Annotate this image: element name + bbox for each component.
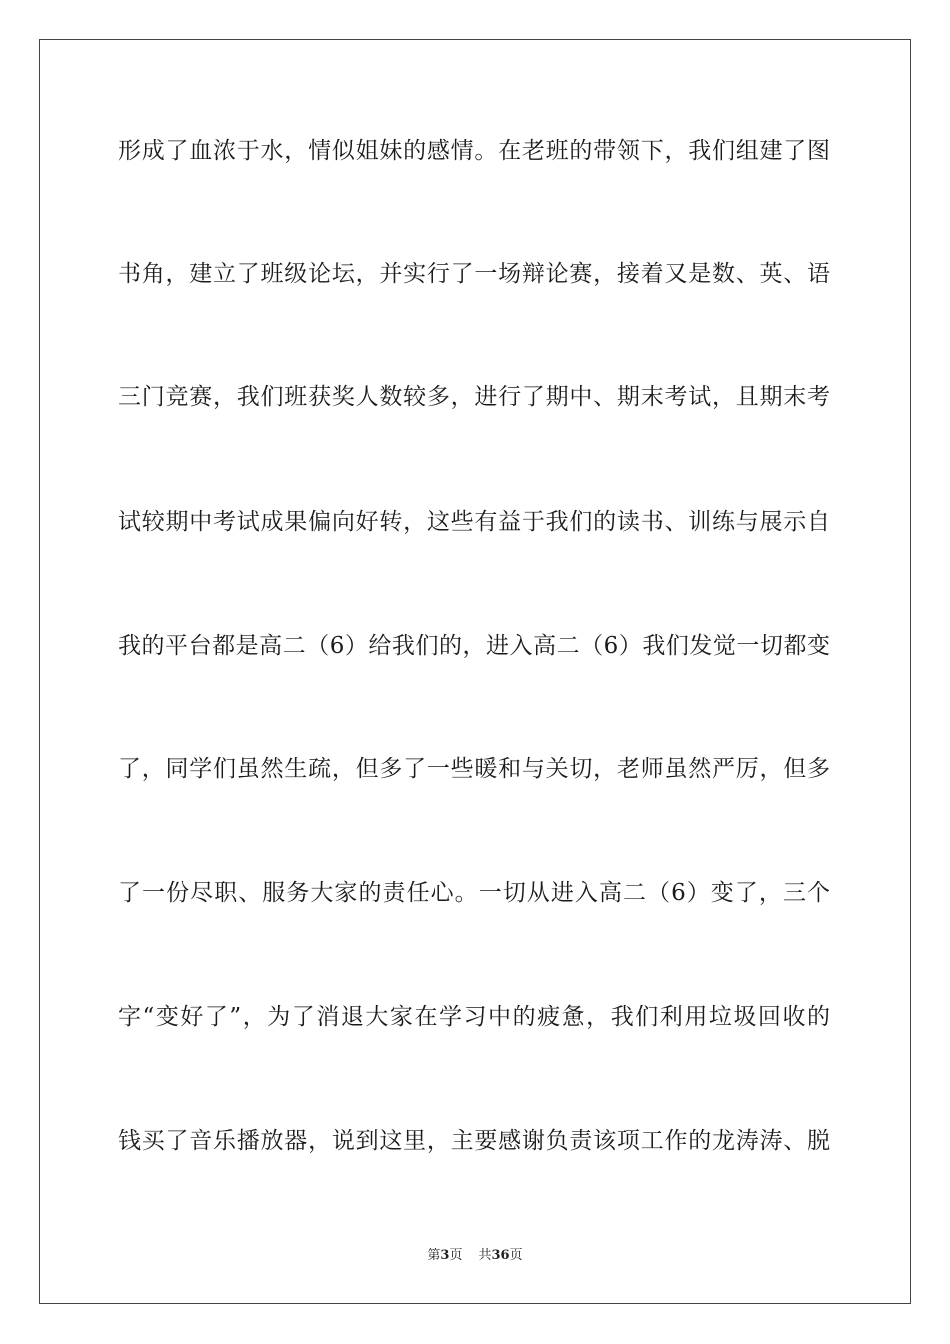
body-text-line: 书角，建立了班级论坛，并实行了一场辩论赛，接着又是数、英、语 — [118, 261, 830, 287]
body-text-line: 试较期中考试成果偏向好转，这些有益于我们的读书、训练与展示自 — [118, 509, 830, 535]
page-footer — [0, 1248, 950, 1264]
body-text-line: 三门竞赛，我们班获奖人数较多，进行了期中、期末考试，且期末考 — [118, 384, 830, 410]
current-page-number: 3 — [440, 1248, 450, 1263]
body-text-line: 字“变好了”，为了消退大家在学习中的疲惫，我们利用垃圾回收的 — [118, 1004, 830, 1030]
body-text-line: 钱买了音乐播放器，说到这里，主要感谢负责该项工作的龙涛涛、脱 — [118, 1128, 830, 1154]
total-page-count: 36 — [491, 1248, 510, 1263]
footer-total-unit: 页 — [509, 1248, 523, 1263]
body-text-line: 了一份尽职、服务大家的责任心。一切从进入高二（6）变了，三个 — [118, 880, 830, 906]
body-text-line: 我的平台都是高二（6）给我们的，进入高二（6）我们发觉一切都变 — [118, 633, 830, 659]
body-text-line: 形成了血浓于水，情似姐妹的感情。在老班的带领下，我们组建了图 — [118, 138, 830, 164]
body-text-line: 了，同学们虽然生疏，但多了一些暖和与关切，老师虽然严厉，但多 — [118, 756, 830, 782]
footer-prefix: 第 — [427, 1248, 441, 1263]
page-border — [39, 39, 911, 1304]
footer-total-prefix: 共 — [478, 1248, 492, 1263]
footer-page-unit: 页 — [449, 1248, 463, 1263]
